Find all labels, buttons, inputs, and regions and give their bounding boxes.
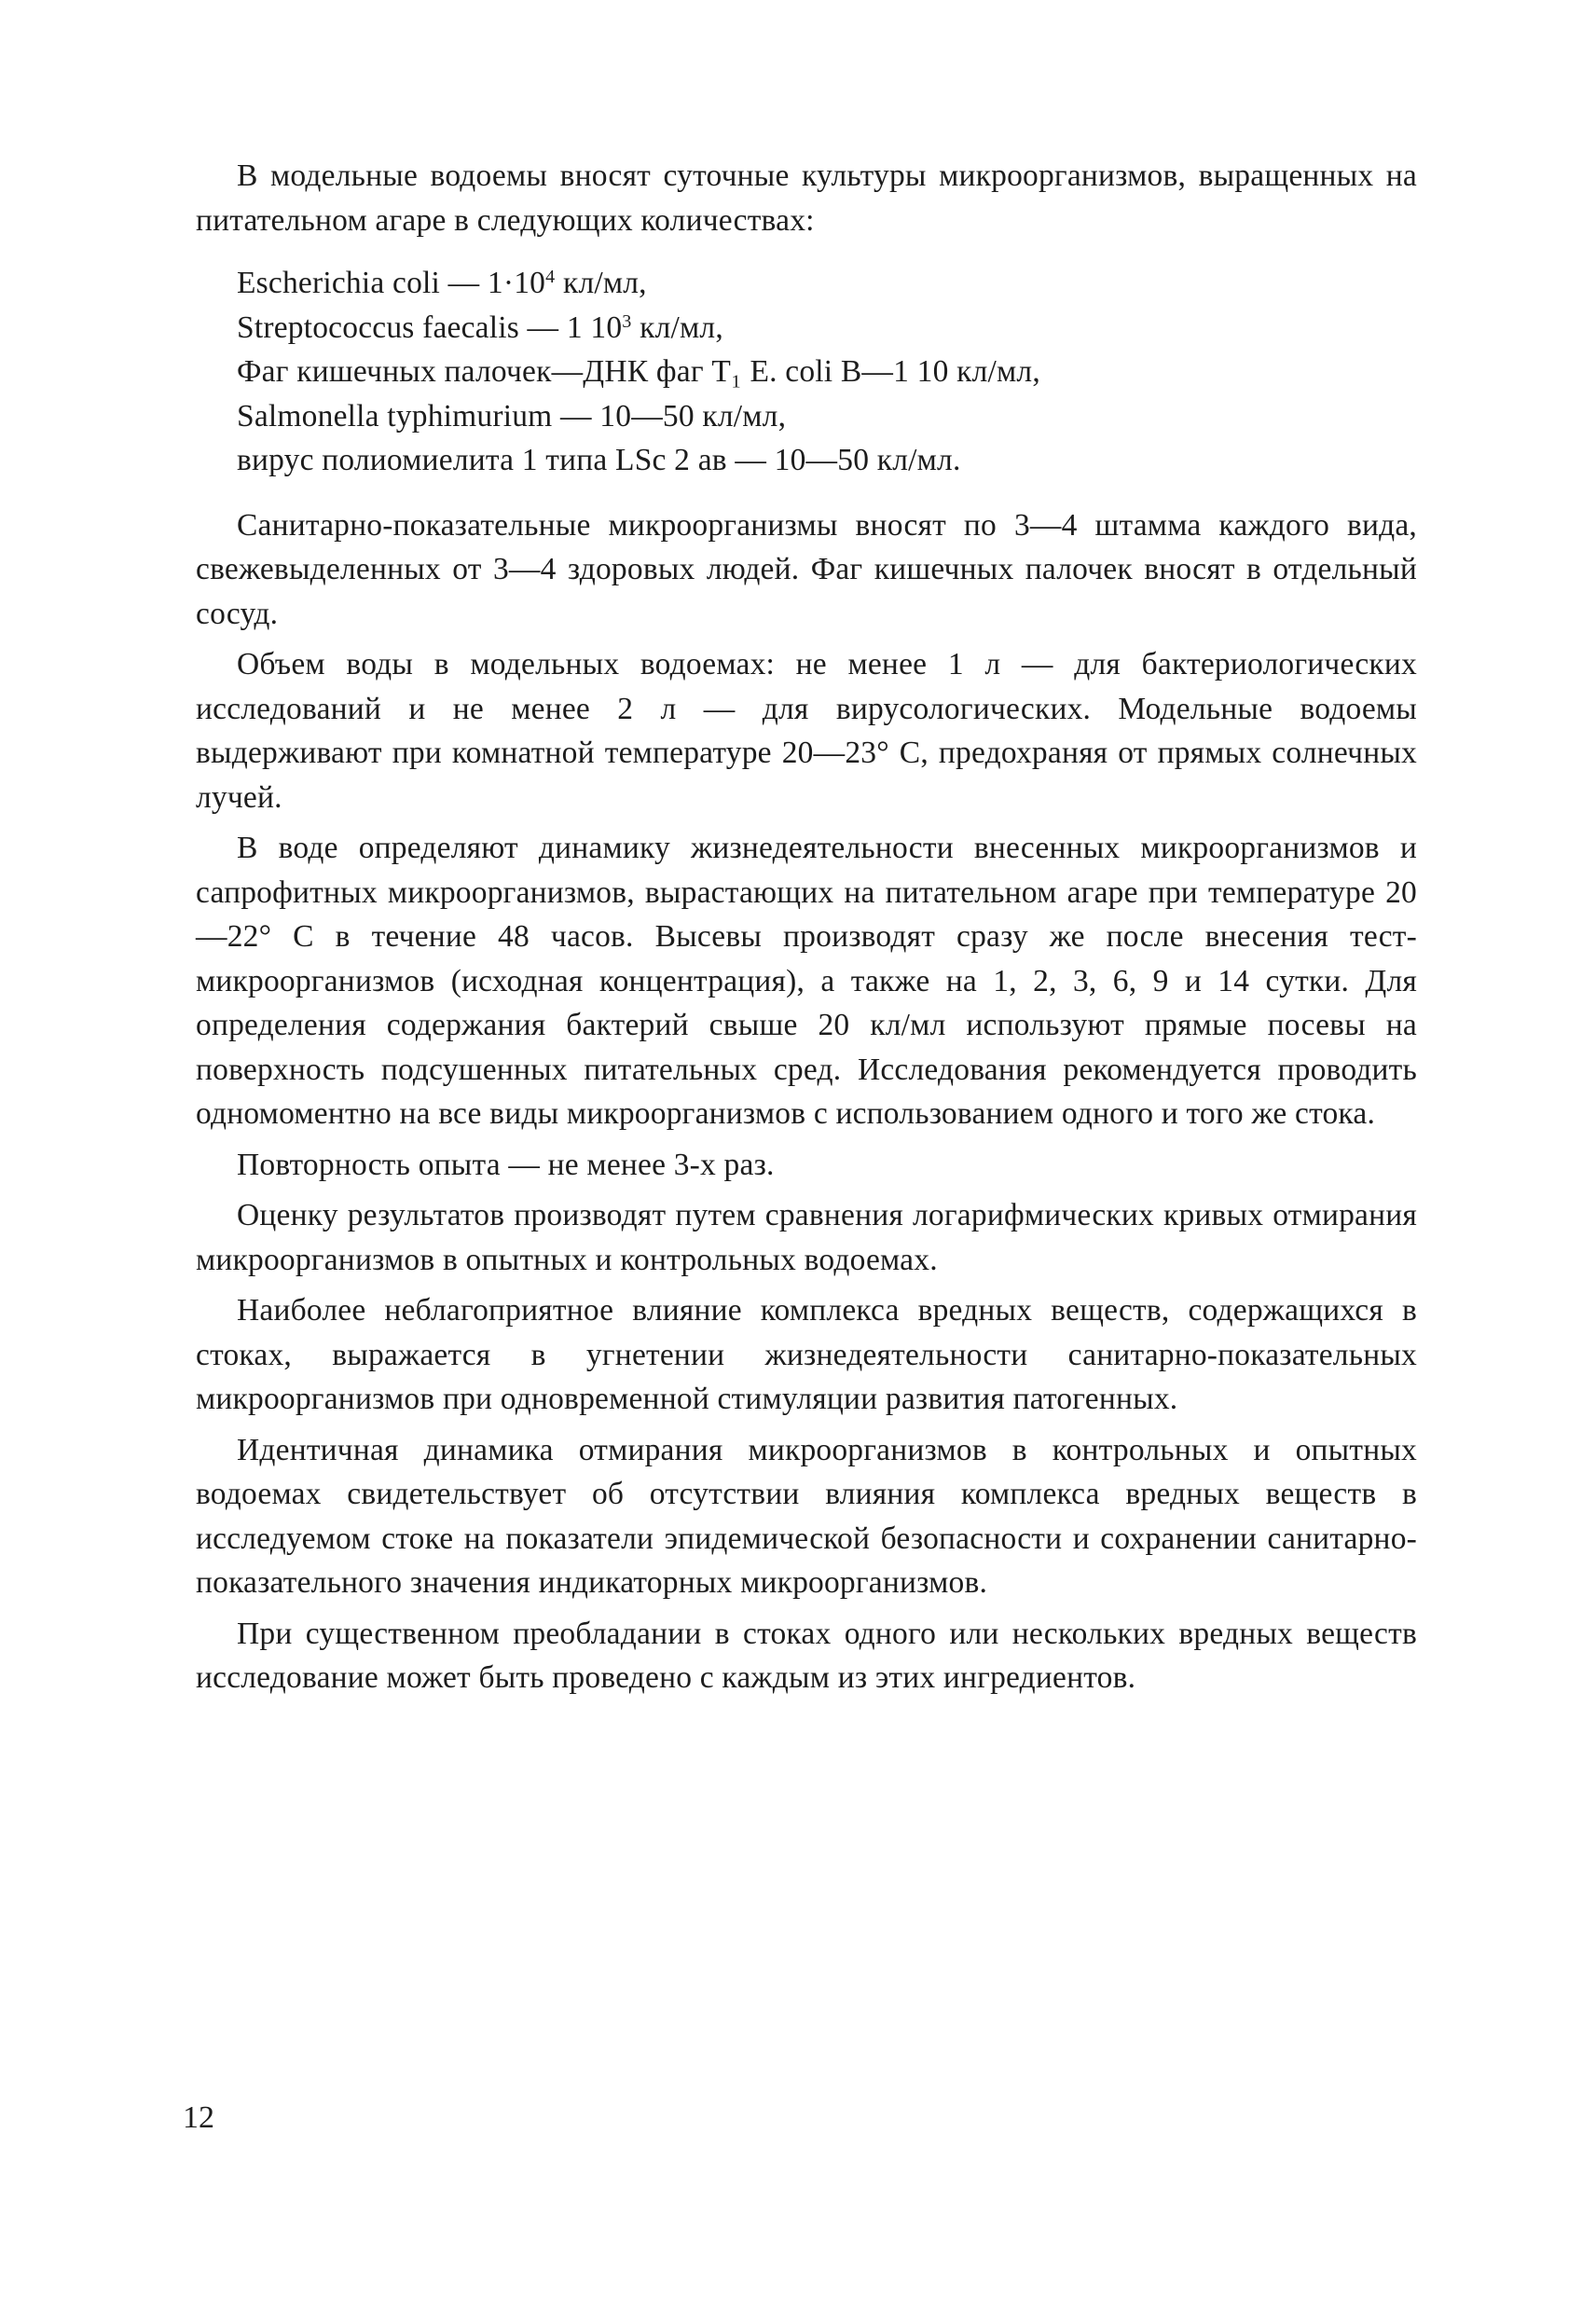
paragraph-unfavorable-influence: Наиболее неблагоприятное влияние комплекса вредных веществ, содержащихся в стоках, выражается в угнетении жизнедеятельности санитарно-показательных микроорганизмов при одновременной стимуляции развития патогенных.	[196, 1293, 1417, 1416]
intro-paragraph: В модельные водоемы вносят суточные культуры микроорганизмов, выращенных на питательном агаре в следующих количествах:	[196, 158, 1417, 238]
list-item: вирус полиомиелита 1 типа LSc 2 ав — 10—50 кл/мл.	[237, 443, 961, 477]
paragraph-repetition: Повторность опыта — не менее 3-х раз.	[237, 1147, 775, 1182]
list-item: Escherichia coli — $1\cdot 10^4$ кл/мл,	[237, 266, 647, 300]
page-number: 12	[183, 2100, 214, 2135]
paragraph-strains: Санитарно-показательные микроорганизмы вносят по 3—4 штамма каждого вида, свежевыделенных от 3—4 здоровых людей. Фаг кишечных палочек вносят в отдельный сосуд.	[196, 507, 1417, 631]
list-item: Streptococcus faecalis — 1 $10^3$ кл/мл,	[237, 310, 723, 345]
paragraph-dynamics: В воде определяют динамику жизнедеятельности внесенных микроорганизмов и сапрофитных микроорганизмов, вырастающих на питательном агаре при температуре 20—22° С в течение 48 часов. Высевы производят сразу же после внесения тест-микроорганизмов (исходная концентрация), а также на 1, 2, 3, 6, 9 и 14 сутки. Для определения содержания бактерий свыше 20 кл/мл используют прямые посевы на поверхность подсушенных питательных сред. Исследования рекомендуется проводить одномоментно на все виды микроорганизмов с использованием одного и того же стока.	[196, 831, 1417, 1131]
list-item: Фаг кишечных палочек—ДНК фаг T₁ E. coli B—1 10 кл/мл,	[237, 354, 1040, 389]
organism-list	[237, 261, 1417, 483]
list-item: Salmonella typhimurium — 10—50 кл/мл,	[237, 398, 787, 434]
paragraph-identical-dynamics: Идентичная динамика отмирания микроорганизмов в контрольных и опытных водоемах свидетельствует об отсутствии влияния комплекса вредных веществ в исследуемом стоке на показатели эпидемической безопасности и сохранении санитарно-показательного значения индикаторных микроорганизмов.	[196, 1432, 1417, 1600]
paragraph-evaluation: Оценку результатов производят путем сравнения логарифмических кривых отмирания микроорганизмов в опытных и контрольных водоемах.	[196, 1198, 1417, 1277]
paragraph-predominance: При существенном преобладании в стоках одного или нескольких вредных веществ исследование может быть проведено с каждым из этих ингредиентов.	[196, 1616, 1417, 1695]
paragraph-water-volume: Объем воды в модельных водоемах: не менее 1 л — для бактериологических исследований и не менее 2 л — для вирусологических. Модельные водоемы выдерживают при комнатной температуре 20—23° С, предохраняя от прямых солнечных лучей.	[196, 647, 1417, 815]
body-text	[196, 154, 1417, 1700]
